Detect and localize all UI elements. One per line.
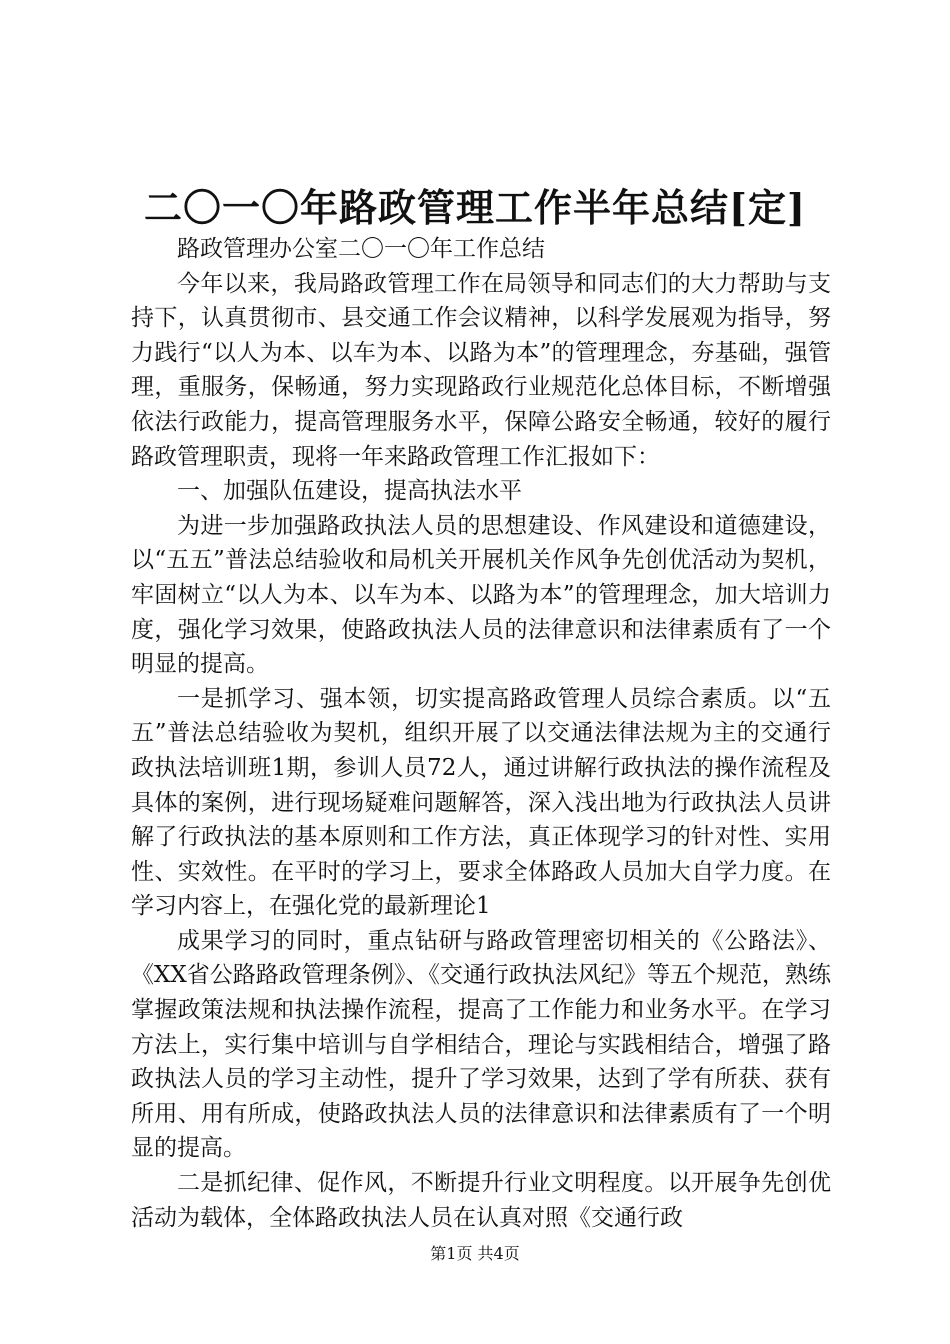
paragraph-subtitle: 路政管理办公室二〇一〇年工作总结 [177,236,545,262]
document-body [131,232,831,1235]
section-heading-1: 一、加强队伍建设，提高执法水平 [177,478,522,505]
paragraph-study-results: 成果学习的同时，重点钻研与路政管理密切相关的《公路法》、《XX省公路路政管理条例》、《交通行政执法风纪》等五个规范，熟练掌握政策法规和执法操作流程，提高了工作能力和业务水平。在学习方法上，实行集中培训与自学相结合，理论与实践相结合，增强了路政执法人员的学习主动性，提升了学习效果，达到了学有所获、获有所用、用有所成，使路政执法人员的法律意识和法律素质有了一个明显的提高。 [131,927,831,1162]
paragraph-discipline: 二是抓纪律、促作风，不断提升行业文明程度。以开展争先创优活动为载体，全体路政执法人员在认真对照《交通行政 [131,1170,831,1231]
page-number-footer: 第1页 共4页 [430,1244,520,1263]
document-title: 二〇一〇年路政管理工作半年总结[定] [144,185,806,230]
paragraph-team-building: 为进一步加强路政执法人员的思想建设、作风建设和道德建设，以“五五”普法总结验收和局机关开展机关作风争先创优活动为契机，牢固树立“以人为本、以车为本、以路为本”的管理理念，加大培训力度，强化学习效果，使路政执法人员的法律意识和法律素质有了一个明显的提高。 [131,512,831,678]
paragraph-study: 一是抓学习、强本领，切实提高路政管理人员综合素质。以“五五”普法总结验收为契机，组织开展了以交通法律法规为主的交通行政执法培训班1期，参训人员72人，通过讲解行政执法的操作流程及具体的案例，进行现场疑难问题解答，深入浅出地为行政执法人员讲解了行政执法的基本原则和工作方法，真正体现学习的针对性、实用性、实效性。在平时的学习上，要求全体路政人员加大自学力度。在学习内容上，在强化党的最新理论1 [131,685,831,920]
paragraph-intro: 今年以来，我局路政管理工作在局领导和同志们的大力帮助与支持下，认真贯彻市、县交通工作会议精神，以科学发展观为指导，努力践行“以人为本、以车为本、以路为本”的管理理念，夯基础，强管理，重服务，保畅通，努力实现路政行业规范化总体目标，不断增强依法行政能力，提高管理服务水平，保障公路安全畅通，较好的履行路政管理职责，现将一年来路政管理工作汇报如下： [131,270,831,470]
